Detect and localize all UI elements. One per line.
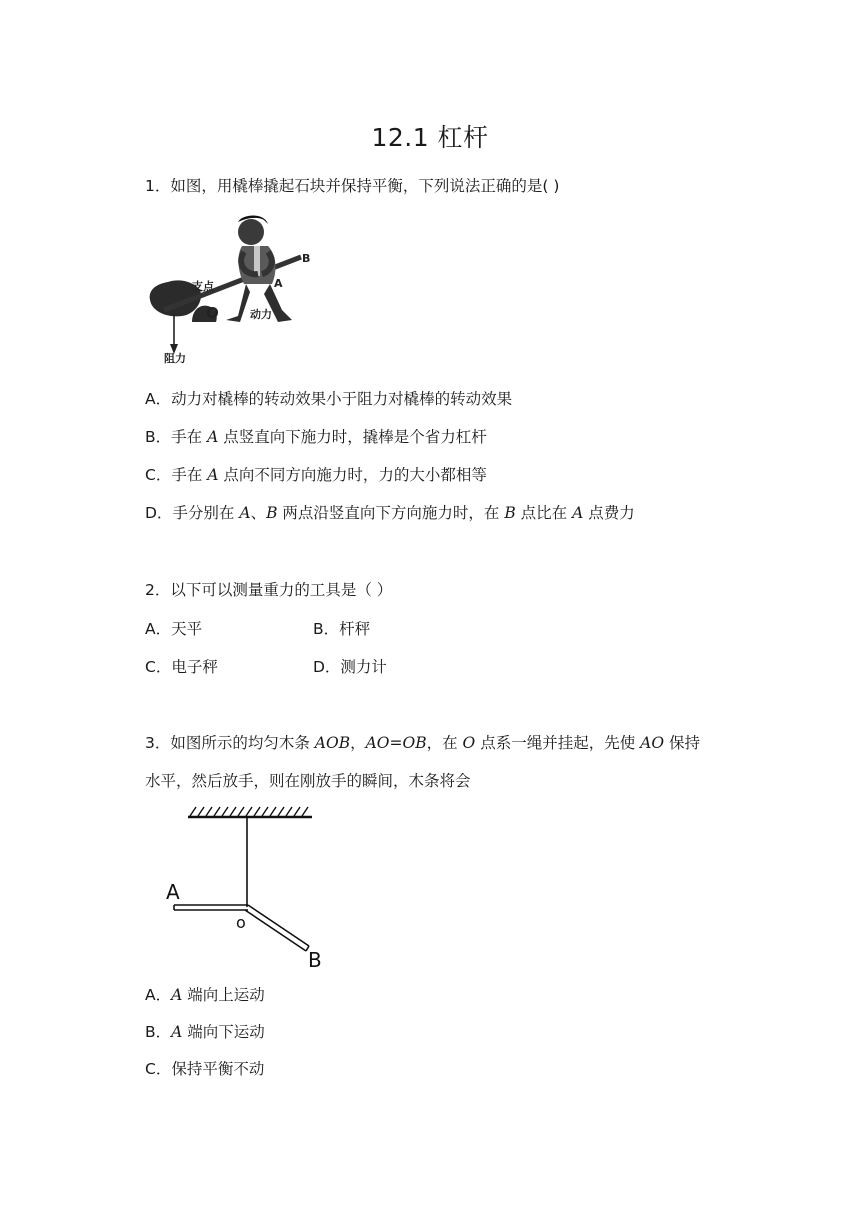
q1-crowbar-figure xyxy=(146,212,316,370)
point-b-label: B xyxy=(308,948,322,972)
page-title: 12.1 杠杆 xyxy=(371,123,489,152)
q2-option-d: D．测力计 xyxy=(313,658,387,676)
q2-option-b: B．杆秤 xyxy=(313,620,371,638)
q3-stem-line-1: 3．如图所示的均匀木条 AOB，AO=OB，在 O 点系一绳并挂起，先使 AO 保持 xyxy=(145,734,700,752)
fulcrum-label: 支点 xyxy=(192,280,214,293)
q3-wood-strip-figure xyxy=(160,803,330,973)
q2-option-c: C．电子秤 xyxy=(145,658,218,676)
q1-option-b: B．手在 A 点竖直向下施力时，撬棒是个省力杠杆 xyxy=(145,428,487,446)
person-figure xyxy=(226,216,292,323)
point-o-label: o xyxy=(236,913,246,932)
q2-option-a: A．天平 xyxy=(145,620,203,638)
q1-option-d: D．手分别在 A、B 两点沿竖直向下方向施力时，在 B 点比在 A 点费力 xyxy=(145,504,635,522)
q3-option-c: C．保持平衡不动 xyxy=(145,1060,265,1078)
q3-option-a: A．A 端向上运动 xyxy=(145,986,265,1004)
q1-stem: 1．如图，用橇棒撬起石块并保持平衡，下列说法正确的是( ) xyxy=(145,177,560,195)
point-o-label: O xyxy=(206,304,219,322)
effort-label: 动力 xyxy=(250,308,272,321)
q2-stem: 2．以下可以测量重力的工具是（ ） xyxy=(145,581,393,599)
resistance-label: 阻力 xyxy=(164,352,186,365)
strip-ob-top xyxy=(248,905,309,946)
point-a-label: A xyxy=(166,880,180,904)
strip-ob-bottom xyxy=(245,910,306,951)
point-a-label: A xyxy=(274,277,283,290)
q1-option-c: C．手在 A 点向不同方向施力时，力的大小都相等 xyxy=(145,466,487,484)
q1-option-a: A．动力对橇棒的转动效果小于阻力对橇棒的转动效果 xyxy=(145,390,513,408)
point-b-label: B xyxy=(302,252,311,265)
ceiling-hatching xyxy=(190,807,308,816)
q3-option-b: B．A 端向下运动 xyxy=(145,1023,265,1041)
q3-stem-line-2: 水平，然后放手，则在刚放手的瞬间，木条将会 xyxy=(145,772,471,790)
